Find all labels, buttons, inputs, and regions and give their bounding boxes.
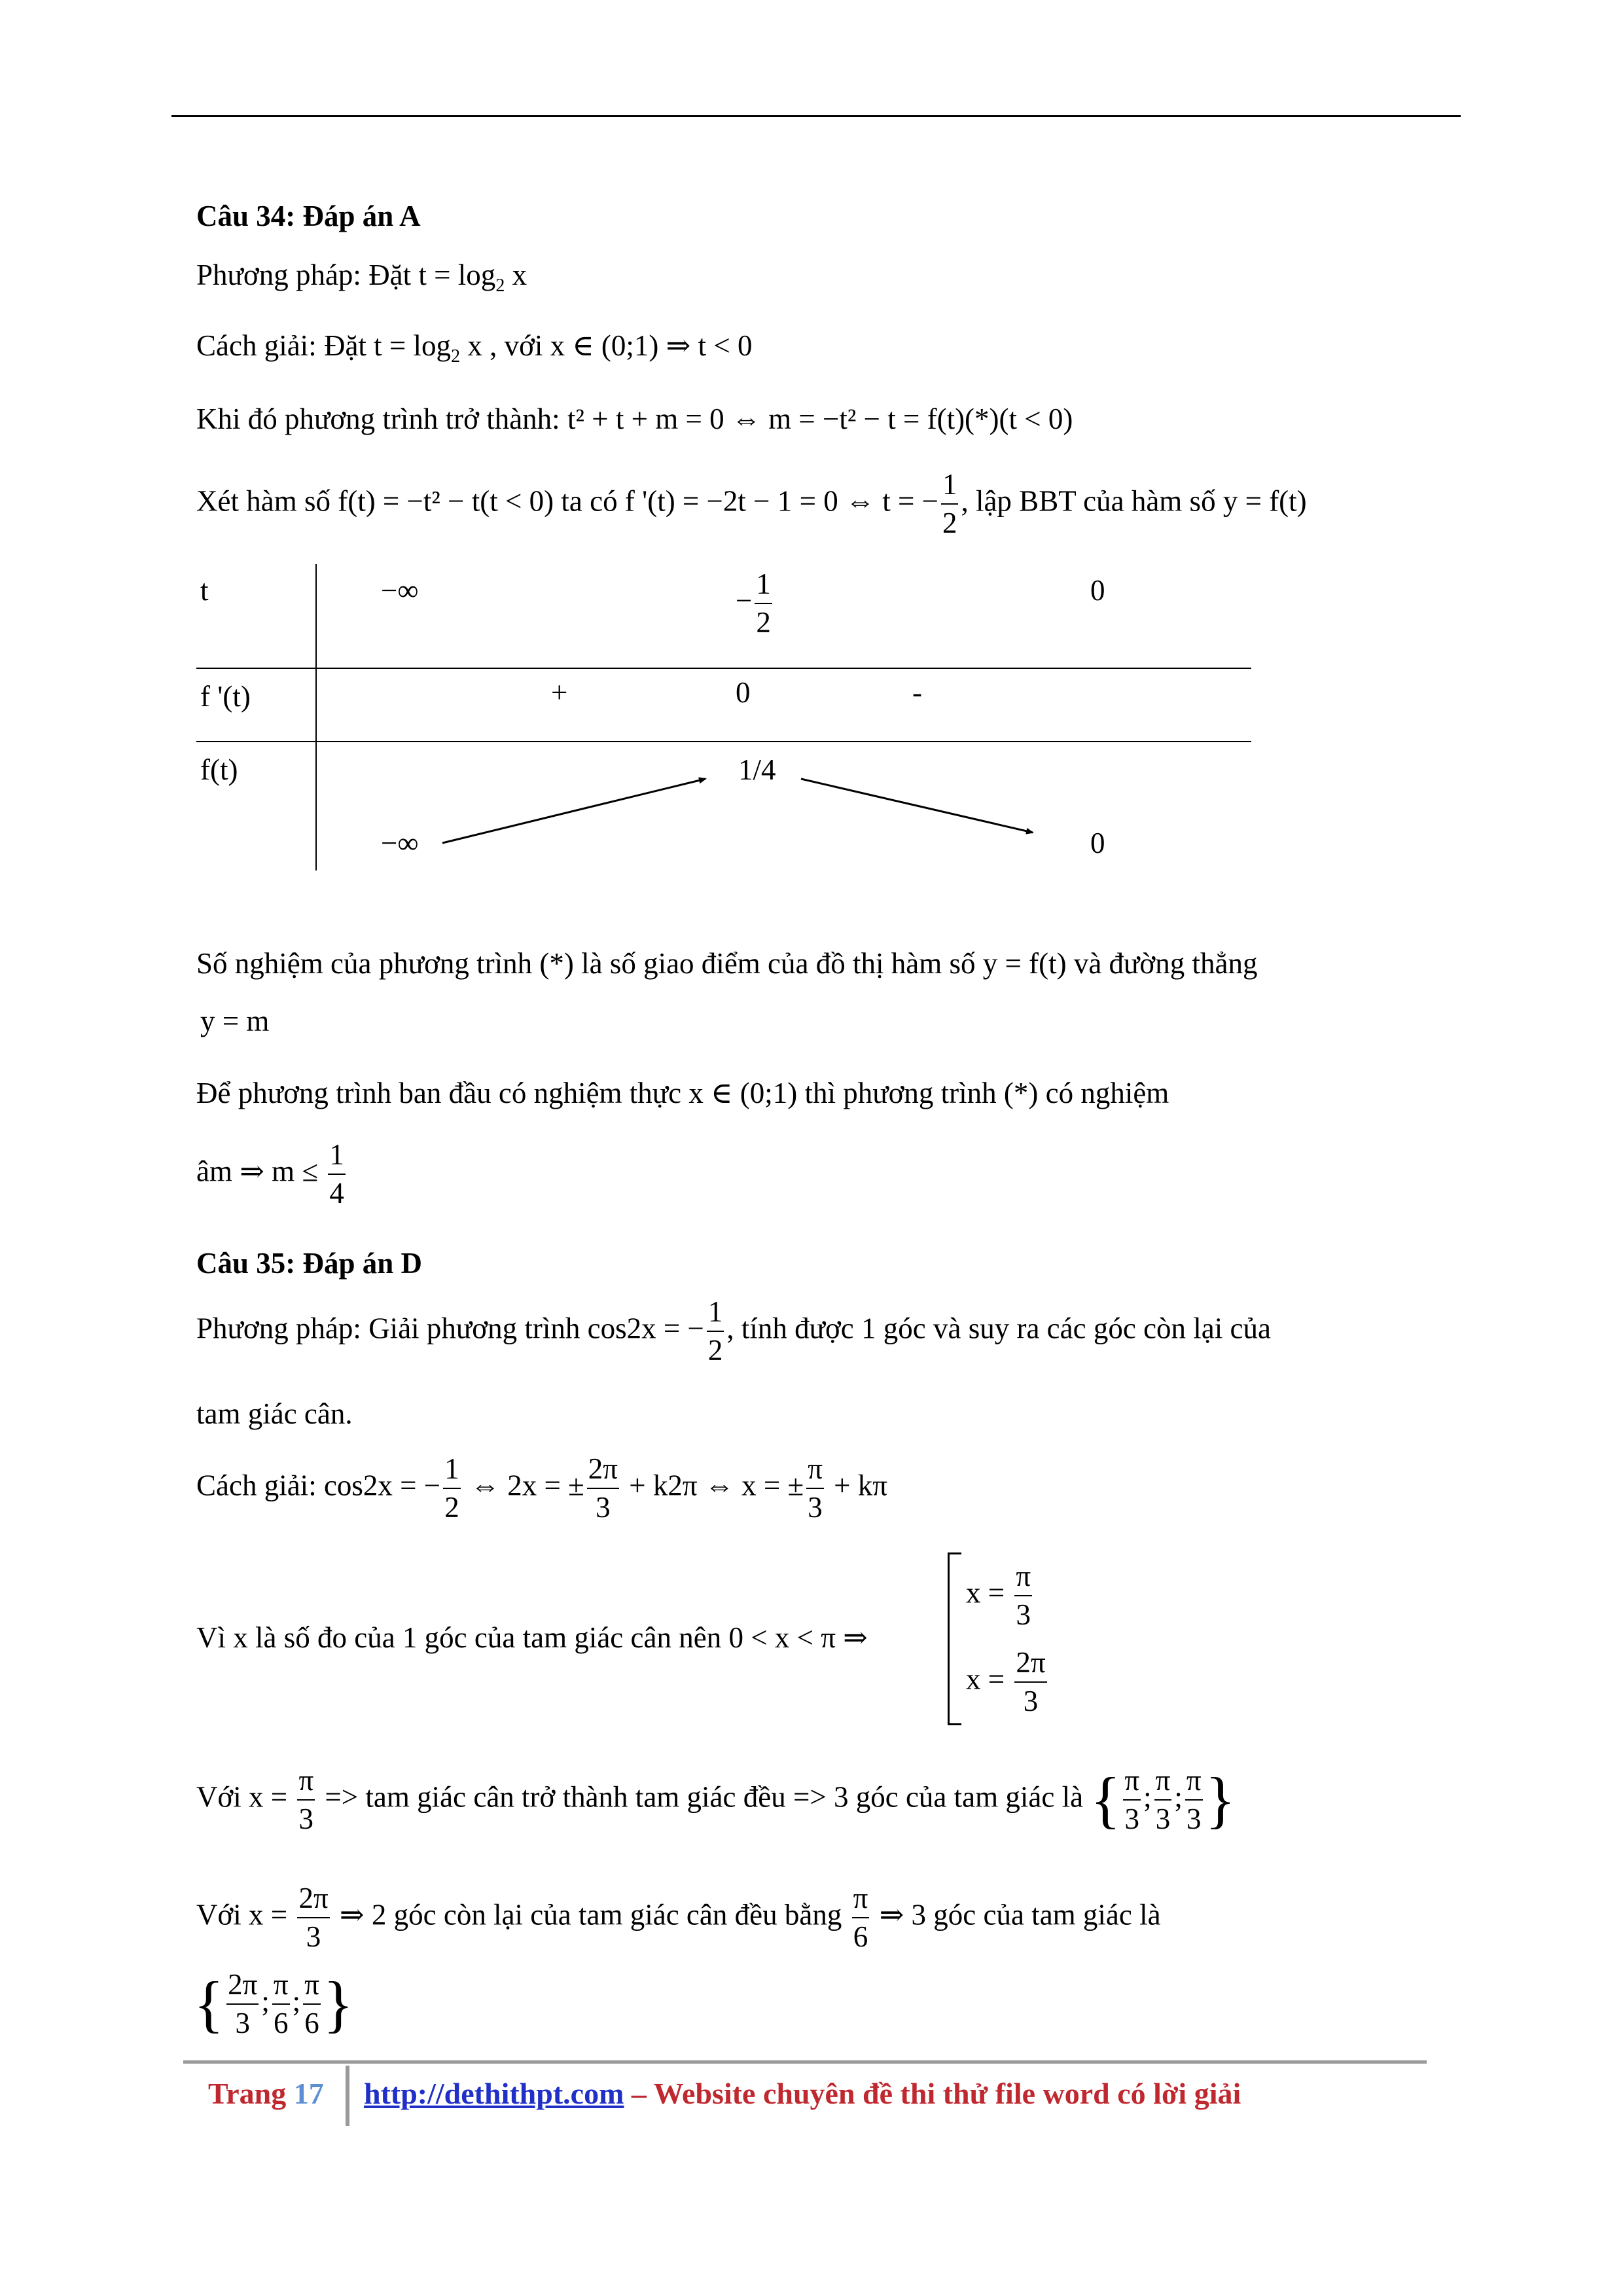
f-max-value: 1/4 <box>738 753 776 786</box>
sign-minus: - <box>912 676 922 709</box>
f-left-value: −∞ <box>381 827 419 859</box>
case-1: x = $\frac{\pi}{3}$ <box>966 1560 1031 1631</box>
t-left-value: −∞ <box>381 574 419 607</box>
q35-title: Câu 35: Đáp án D <box>196 1247 423 1280</box>
q35-solution: Cách giải: cos2x = − $\frac{1}{2}$ ⇔ 2x = ± $\frac{2\pi}{3}$ + k2π ⇔ x = ± $\frac{\pi}{3}$ + kπ <box>196 1452 888 1524</box>
fraction: $\frac{1}{2}$ <box>942 468 957 539</box>
footer-rule <box>183 2060 1427 2064</box>
q34-equation: Khi đó phương trình trở thành: t² + t + m = 0 ⇔ m = −t² − t = f(t)(*)(t < 0) <box>196 403 1073 435</box>
q35-method: Phương pháp: Giải phương trình cos2x = − $\frac{1}{2}$ , tính được 1 góc và suy ra các góc còn lại của <box>196 1295 1271 1367</box>
fraction: $\frac{\pi}{3}$ <box>1124 1764 1140 1835</box>
q34-root-count: Số nghiệm của phương trình (*) là số giao điểm của đồ thị hàm số y = f(t) và đường thẳng <box>196 947 1258 980</box>
table-row-label-fprime: f '(t) <box>200 680 251 713</box>
table-row-label-t: t <box>200 574 209 607</box>
fraction: $\frac{2\pi}{3}$ <box>228 1968 258 2039</box>
decreasing-arrow <box>801 779 1033 833</box>
fraction: $\frac{\pi}{6}$ <box>273 1968 289 2039</box>
q35-angle-set: { $\frac{2\pi}{3}$ ; $\frac{\pi}{6}$ ; $\frac{\pi}{6}$ } <box>194 1968 353 2039</box>
footer-divider <box>346 2066 349 2126</box>
increasing-arrow <box>442 779 705 843</box>
page-number: Trang 17 <box>208 2077 324 2110</box>
case-2: x = $\frac{2\pi}{3}$ <box>966 1646 1046 1717</box>
fraction: $\frac{\pi}{3}$ <box>1186 1764 1202 1835</box>
fraction: $\frac{\pi}{6}$ <box>304 1968 319 2039</box>
q35-angle-range: Vì x là số đo của 1 góc của tam giác cân nên 0 < x < π ⇒ <box>196 1621 868 1654</box>
fraction: $\frac{1}{2}$ <box>707 1295 723 1367</box>
q34-line-y-m: y = m <box>200 1005 270 1037</box>
fraction: $\frac{\pi}{3}$ <box>1155 1764 1171 1835</box>
q35-method-line2: tam giác cân. <box>196 1397 353 1430</box>
fraction: $\frac{2\pi}{3}$ <box>298 1882 329 1953</box>
fraction: $\frac{2\pi}{3}$ <box>1016 1646 1046 1717</box>
fraction: $\frac{\pi}{3}$ <box>808 1452 823 1524</box>
t-right-value: 0 <box>1090 574 1105 607</box>
sign-zero: 0 <box>736 676 751 709</box>
q34-solution: Cách giải: Đặt $t = \log_2 x$ , với x ∈ (0;1) ⇒ t < 0 <box>196 329 753 367</box>
sign-plus: + <box>551 676 568 709</box>
fraction: $\frac{1}{2}$ <box>756 567 771 639</box>
fraction: $\frac{1}{2}$ <box>444 1452 459 1524</box>
q34-title: Câu 34: Đáp án A <box>196 200 421 232</box>
q34-condition: Để phương trình ban đầu có nghiệm thực x ∈ (0;1) thì phương trình (*) có nghiệm <box>196 1077 1169 1109</box>
fraction: $\frac{\pi}{3}$ <box>1016 1560 1031 1631</box>
fraction: $\frac{\pi}{3}$ <box>298 1764 314 1835</box>
fraction: $\frac{\pi}{6}$ <box>853 1882 868 1953</box>
q35-case-obtuse: Với x = $\frac{2\pi}{3}$ ⇒ 2 góc còn lại của tam giác cân đều bằng $\frac{\pi}{6}$ ⇒ 3 góc của tam giác là <box>196 1882 1161 1953</box>
q35-case-equilateral: Với x = $\frac{\pi}{3}$ => tam giác cân trở thành tam giác đều => 3 góc của tam giác là { $\frac{\pi}{3}$ ; $\frac{\pi}{3}$ ; $\frac{\pi}{3}$ } <box>196 1764 1236 1835</box>
fraction: $\frac{1}{4}$ <box>329 1138 344 1210</box>
t-mid-value: − $\frac{1}{2}$ <box>736 567 771 639</box>
q34-method: Phương pháp: Đặt $t = \log_2 x$ <box>196 259 527 296</box>
q34-function-study: Xét hàm số f(t) = −t² − t(t < 0) ta có f '(t) = −2t − 1 = 0 ⇔ t = − $\frac{1}{2}$ , lập BBT của hàm số y = f(t) <box>196 468 1307 539</box>
f-right-value: 0 <box>1090 827 1105 859</box>
table-row-label-f: f(t) <box>200 753 238 786</box>
solution-set-bracket <box>948 1552 961 1725</box>
website-link[interactable]: http://dethithpt.com <box>364 2077 624 2110</box>
fraction: $\frac{2\pi}{3}$ <box>588 1452 618 1524</box>
q34-conclusion: âm ⇒ m ≤ $\frac{1}{4}$ <box>196 1138 344 1210</box>
footer-text: http://dethithpt.com – Website chuyên đề thi thử file word có lời giải <box>364 2077 1241 2110</box>
